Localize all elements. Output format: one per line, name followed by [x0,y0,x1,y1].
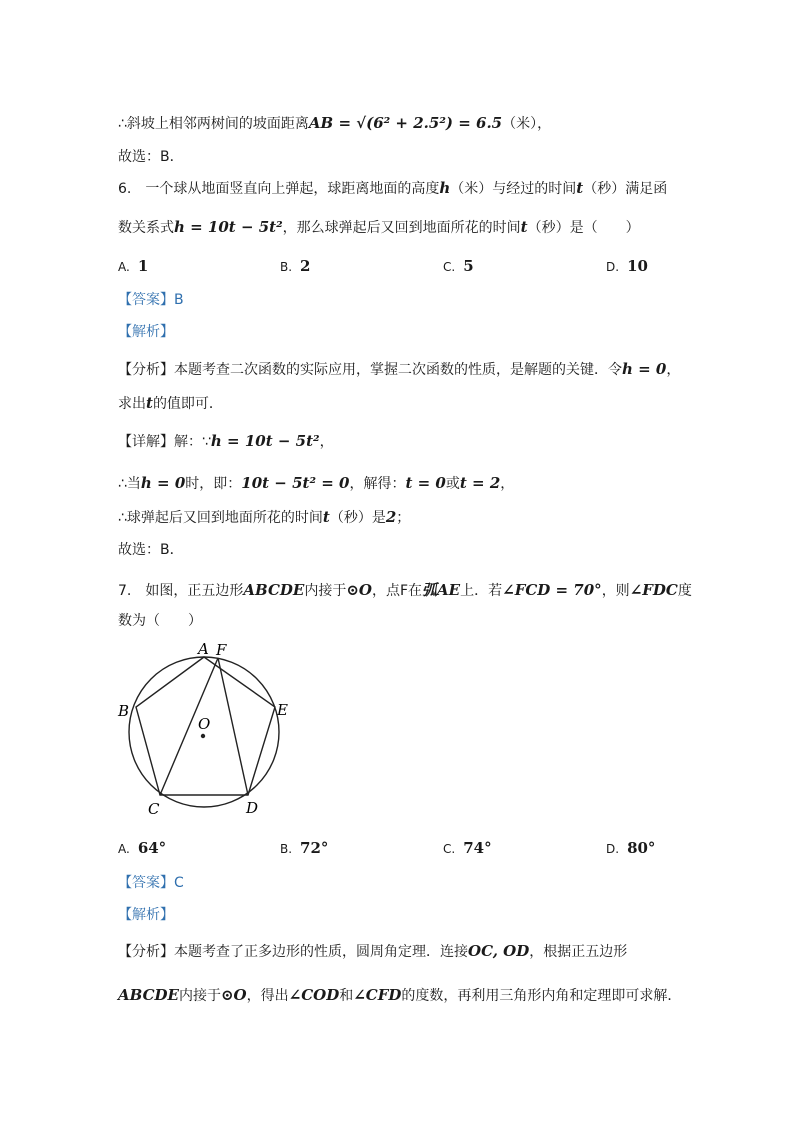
q6-option-c: C. 5 [443,257,474,275]
q6-answer: 【答案】B [118,292,184,308]
q6-stem-line1: 6. 一个球从地面竖直向上弹起，球距离地面的高度h（米）与经过的时间t（秒）满足函 [118,179,668,197]
choose-line-q5: 故选：B． [118,149,184,165]
q6-jiexi-heading: 【解析】 [118,324,174,340]
q6-formula: h = 10t − 5t² [174,218,283,236]
q6-analysis-line1: 【分析】本题考查二次函数的实际应用，掌握二次函数的性质，是解题的关键．令h = 0， [118,360,681,378]
q7-answer: 【答案】C [118,875,184,891]
q6-stem-line2: 数关系式h = 10t − 5t²，那么球弹起后又回到地面所花的时间t（秒）是（ ） [118,218,640,236]
label-d: D [246,799,259,817]
slope-distance-conclusion: ∴斜坡上相邻两树间的坡面距离AB = √(6² + 2.5²) = 6.5（米）， [118,114,552,132]
q7-stem-line1: 7. 如图，正五边形ABCDE内接于⊙O，点F在弧AE上．若∠FCD = 70°，则∠FDC度 [118,581,692,599]
q7-figure-pentagon-circle [112,642,302,832]
q7-analysis-line1: 【分析】本题考查了正多边形的性质，圆周角定理．连接OC, OD，根据正五边形 [118,942,628,960]
q6-conclusion: ∴球弹起后又回到地面所花的时间t（秒）是2； [118,508,411,526]
q7-analysis-line2: ABCDE内接于⊙O，得出∠COD和∠CFD的度数，再利用三角形内角和定理即可求解． [118,986,682,1004]
q6-option-d: D. 10 [606,257,648,275]
q7-jiexi-heading: 【解析】 [118,907,174,923]
segment-df [218,658,248,795]
q7-option-c: C. 74° [443,839,492,857]
q6-option-b: B. 2 [280,257,311,275]
q6-detail: 【详解】解：∵h = 10t − 5t²， [118,432,334,450]
q6-option-a: A. 1 [118,257,149,275]
q6-solve-step: ∴当h = 0时，即：10t − 5t² = 0，解得：t = 0或t = 2， [118,474,515,492]
label-e: E [277,701,288,719]
label-o: O [198,715,211,733]
q7-option-b: B. 72° [280,839,329,857]
q6-choose: 故选：B． [118,542,184,558]
q6-analysis-line2: 求出t的值即可． [118,394,223,412]
q7-option-d: D. 80° [606,839,656,857]
q7-stem-line2: 数为（ ） [118,613,202,629]
center-point-o [201,734,205,738]
label-c: C [148,800,160,818]
q7-option-a: A. 64° [118,839,167,857]
label-a: A [198,642,209,658]
label-f: F [216,642,227,659]
label-b: B [118,702,130,720]
slope-distance-formula: AB = √(6² + 2.5²) = 6.5 [308,114,503,132]
